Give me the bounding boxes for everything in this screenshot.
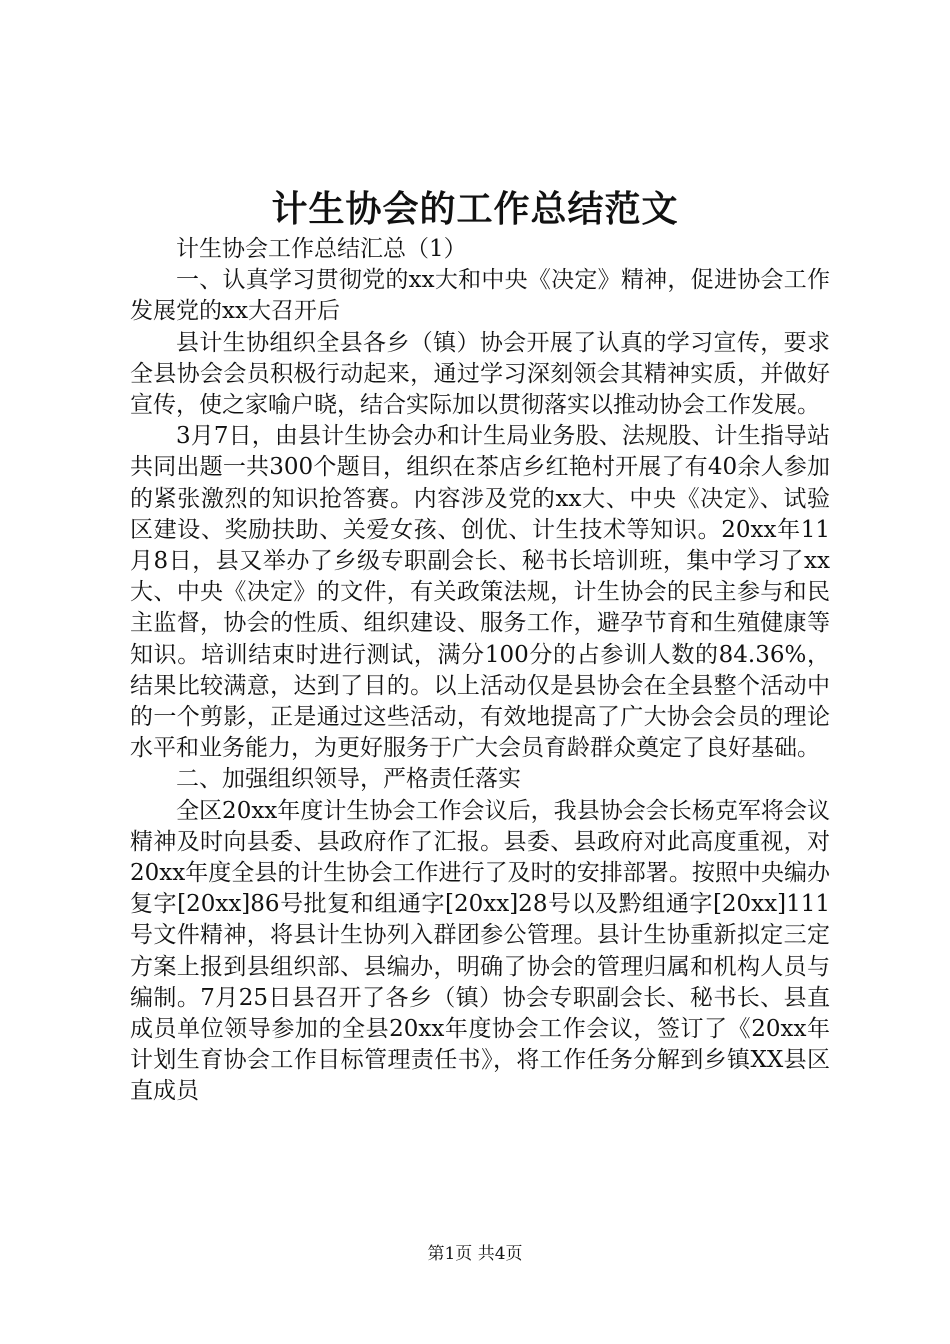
paragraph-heading-2: 二、加强组织领导，严格责任落实 (176, 766, 521, 793)
paragraph-organization: 全区20xx年度计生协会工作会议后，我县协会会长杨克军将会议精神及时向县委、县政府作了汇报。县委、县政府对此高度重视，对20xx年度全县的计生协会工作进行了及时的安排部署。按照中央编办复字[20xx]86号批复和组通字[20xx]28号以及黔组通字[20xx]111号文件精神，将县计生协列入群团参公管理。县计生协重新拟定三定方案上报到县组织部、县编办，明确了协会的管理归属和机构人员与编制。7月25日县召开了各乡（镇）协会专职副会长、秘书长、县直成员单位领导参加的全县20xx年度协会工作会议，签订了《20xx年计划生育协会工作目标管理责任书》，将工作任务分解到乡镇XX县区直成员 (130, 797, 830, 1105)
paragraph-heading-1: 一、认真学习贯彻党的xx大和中央《决定》精神，促进协会工作发展党的xx大召开后 (130, 267, 830, 325)
paragraph-activities: 3月7日，由县计生协会办和计生局业务股、法规股、计生指导站共同出题一共300个题目，组织在茶店乡红艳村开展了有40余人参加的紧张激烈的知识抢答赛。内容涉及党的xx大、中央《决定》、试验区建设、奖励扶助、关爱女孩、创优、计生技术等知识。20xx年11月8日，县又举办了乡级专职副会长、秘书长培训班，集中学习了xx大、中央《决定》的文件，有关政策法规，计生协会的民主参与和民主监督，协会的性质、组织建设、服务工作，避孕节育和生殖健康等知识。培训结束时进行测试，满分100分的占参训人数的84.36%，结果比较满意，达到了目的。以上活动仅是县协会在全县整个活动中的一个剪影，正是通过这些活动，有效地提高了广大协会会员的理论水平和业务能力，为更好服务于广大会员育龄群众奠定了良好基础。 (130, 423, 830, 762)
paragraph-subtitle: 计生协会工作总结汇总（1） (176, 236, 467, 262)
paragraph-study-promotion: 县计生协组织全县各乡（镇）协会开展了认真的学习宣传，要求全县协会会员积极行动起来，通过学习深刻领会其精神实质，并做好宣传，使之家喻户晓，结合实际加以贯彻落实以推动协会工作发展。 (130, 329, 830, 419)
document-title: 计生协会的工作总结范文 (271, 188, 679, 230)
document-body (130, 234, 830, 1108)
page-footer: 第1页 共4页 (427, 1244, 523, 1264)
